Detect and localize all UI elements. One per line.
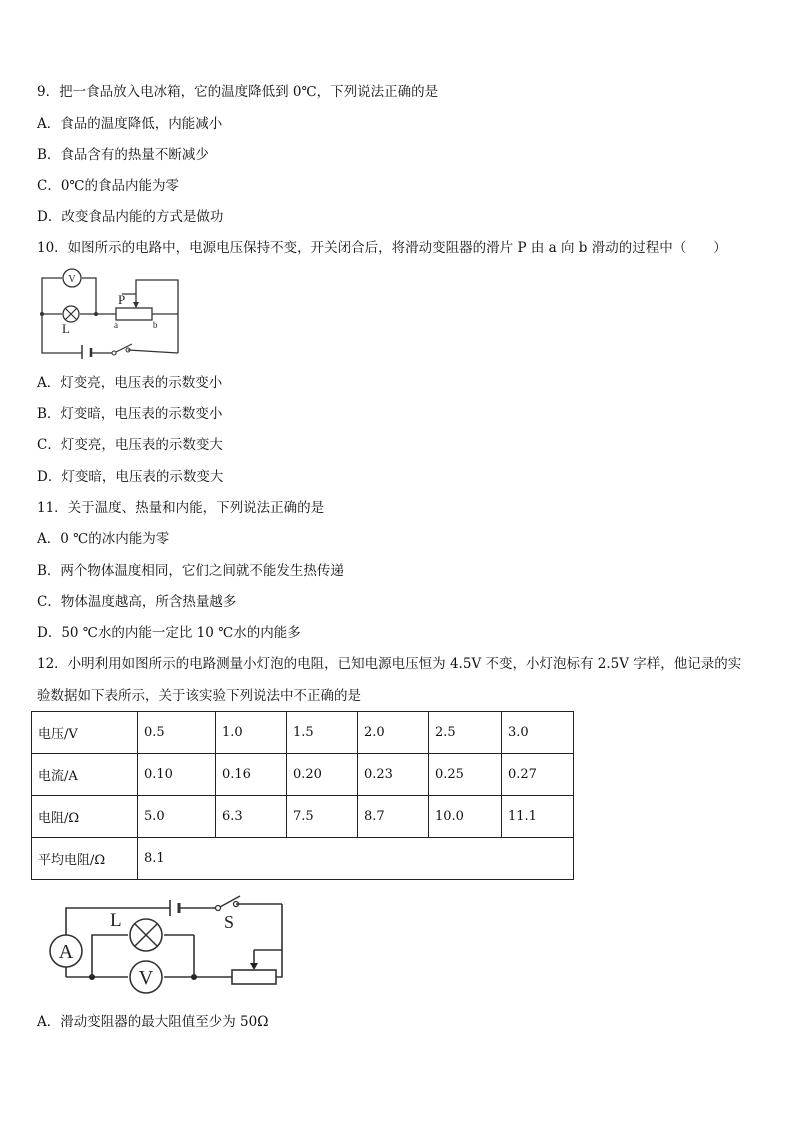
q12-circuit-diagram [42, 888, 294, 998]
table-cell: 0.20 [287, 754, 358, 796]
table-cell: 0.5 [138, 712, 216, 754]
table-row [32, 838, 574, 880]
table-cell: 5.0 [138, 796, 216, 838]
q12-voltmeter-label: V [138, 967, 154, 989]
q10-end-a-label: a [114, 320, 118, 330]
q12-stem-line-2: 验数据如下表所示，关于该实验下列说法中不正确的是 [37, 688, 361, 704]
q11-stem: 11．关于温度、热量和内能，下列说法正确的是 [37, 500, 325, 516]
table-cell: 0.10 [138, 754, 216, 796]
q11-option-c: C．物体温度越高，所含热量越多 [37, 594, 237, 610]
table-cell: 0.27 [502, 754, 574, 796]
q10-lamp-label: L [62, 321, 70, 336]
q9-option-b: B．食品含有的热量不断减少 [37, 147, 209, 163]
table-cell: 0.25 [429, 754, 502, 796]
row-label-average-resistance: 平均电阻/Ω [32, 838, 138, 880]
q11-option-b: B．两个物体温度相同，它们之间就不能发生热传递 [37, 563, 344, 579]
q10-circuit-diagram [36, 264, 186, 359]
q12-lamp-label: L [110, 910, 122, 931]
table-cell: 2.5 [429, 712, 502, 754]
q10-option-d: D．灯变暗，电压表的示数变大 [37, 469, 224, 485]
table-row [32, 796, 574, 838]
table-cell: 3.0 [502, 712, 574, 754]
table-cell: 1.5 [287, 712, 358, 754]
q12-switch-label: S [224, 912, 235, 932]
table-cell: 6.3 [216, 796, 287, 838]
q11-option-a: A．0 ℃的冰内能为零 [37, 531, 170, 547]
q10-end-b-label: b [153, 320, 158, 330]
table-row [32, 754, 574, 796]
table-cell-average: 8.1 [138, 838, 574, 880]
table-cell: 7.5 [287, 796, 358, 838]
table-cell: 11.1 [502, 796, 574, 838]
q9-stem: 9．把一食品放入电冰箱，它的温度降低到 0℃，下列说法正确的是 [37, 84, 439, 100]
row-label-current: 电流/A [32, 754, 138, 796]
q10-stem: 10．如图所示的电路中，电源电压保持不变，开关闭合后，将滑动变阻器的滑片 P 由 a 向 b 滑动的过程中（ ） [37, 240, 727, 256]
q12-ammeter-label: A [58, 941, 74, 963]
table-cell: 10.0 [429, 796, 502, 838]
q9-option-c: C．0℃的食品内能为零 [37, 178, 180, 194]
table-cell: 2.0 [358, 712, 429, 754]
table-cell: 8.7 [358, 796, 429, 838]
q10-option-a: A．灯变亮，电压表的示数变小 [37, 375, 223, 391]
q9-option-d: D．改变食品内能的方式是做功 [37, 209, 224, 225]
q10-voltmeter-label: V [68, 274, 76, 285]
table-cell: 1.0 [216, 712, 287, 754]
q12-data-table [31, 711, 574, 880]
row-label-voltage: 电压/V [32, 712, 138, 754]
table-cell: 0.16 [216, 754, 287, 796]
table-row [32, 712, 574, 754]
q10-option-c: C．灯变亮，电压表的示数变大 [37, 437, 223, 453]
row-label-resistance: 电阻/Ω [32, 796, 138, 838]
q10-option-b: B．灯变暗，电压表的示数变小 [37, 406, 223, 422]
q10-slider-label: P [118, 292, 126, 307]
q12-stem-line-1: 12．小明利用如图所示的电路测量小灯泡的电阻，已知电源电压恒为 4.5V 不变，小灯泡标有 2.5V 字样，他记录的实 [37, 656, 742, 672]
q12-option-a: A．滑动变阻器的最大阻值至少为 50Ω [37, 1014, 269, 1030]
q9-option-a: A．食品的温度降低，内能减小 [37, 116, 223, 132]
table-cell: 0.23 [358, 754, 429, 796]
q11-option-d: D．50 ℃水的内能一定比 10 ℃水的内能多 [37, 625, 301, 641]
